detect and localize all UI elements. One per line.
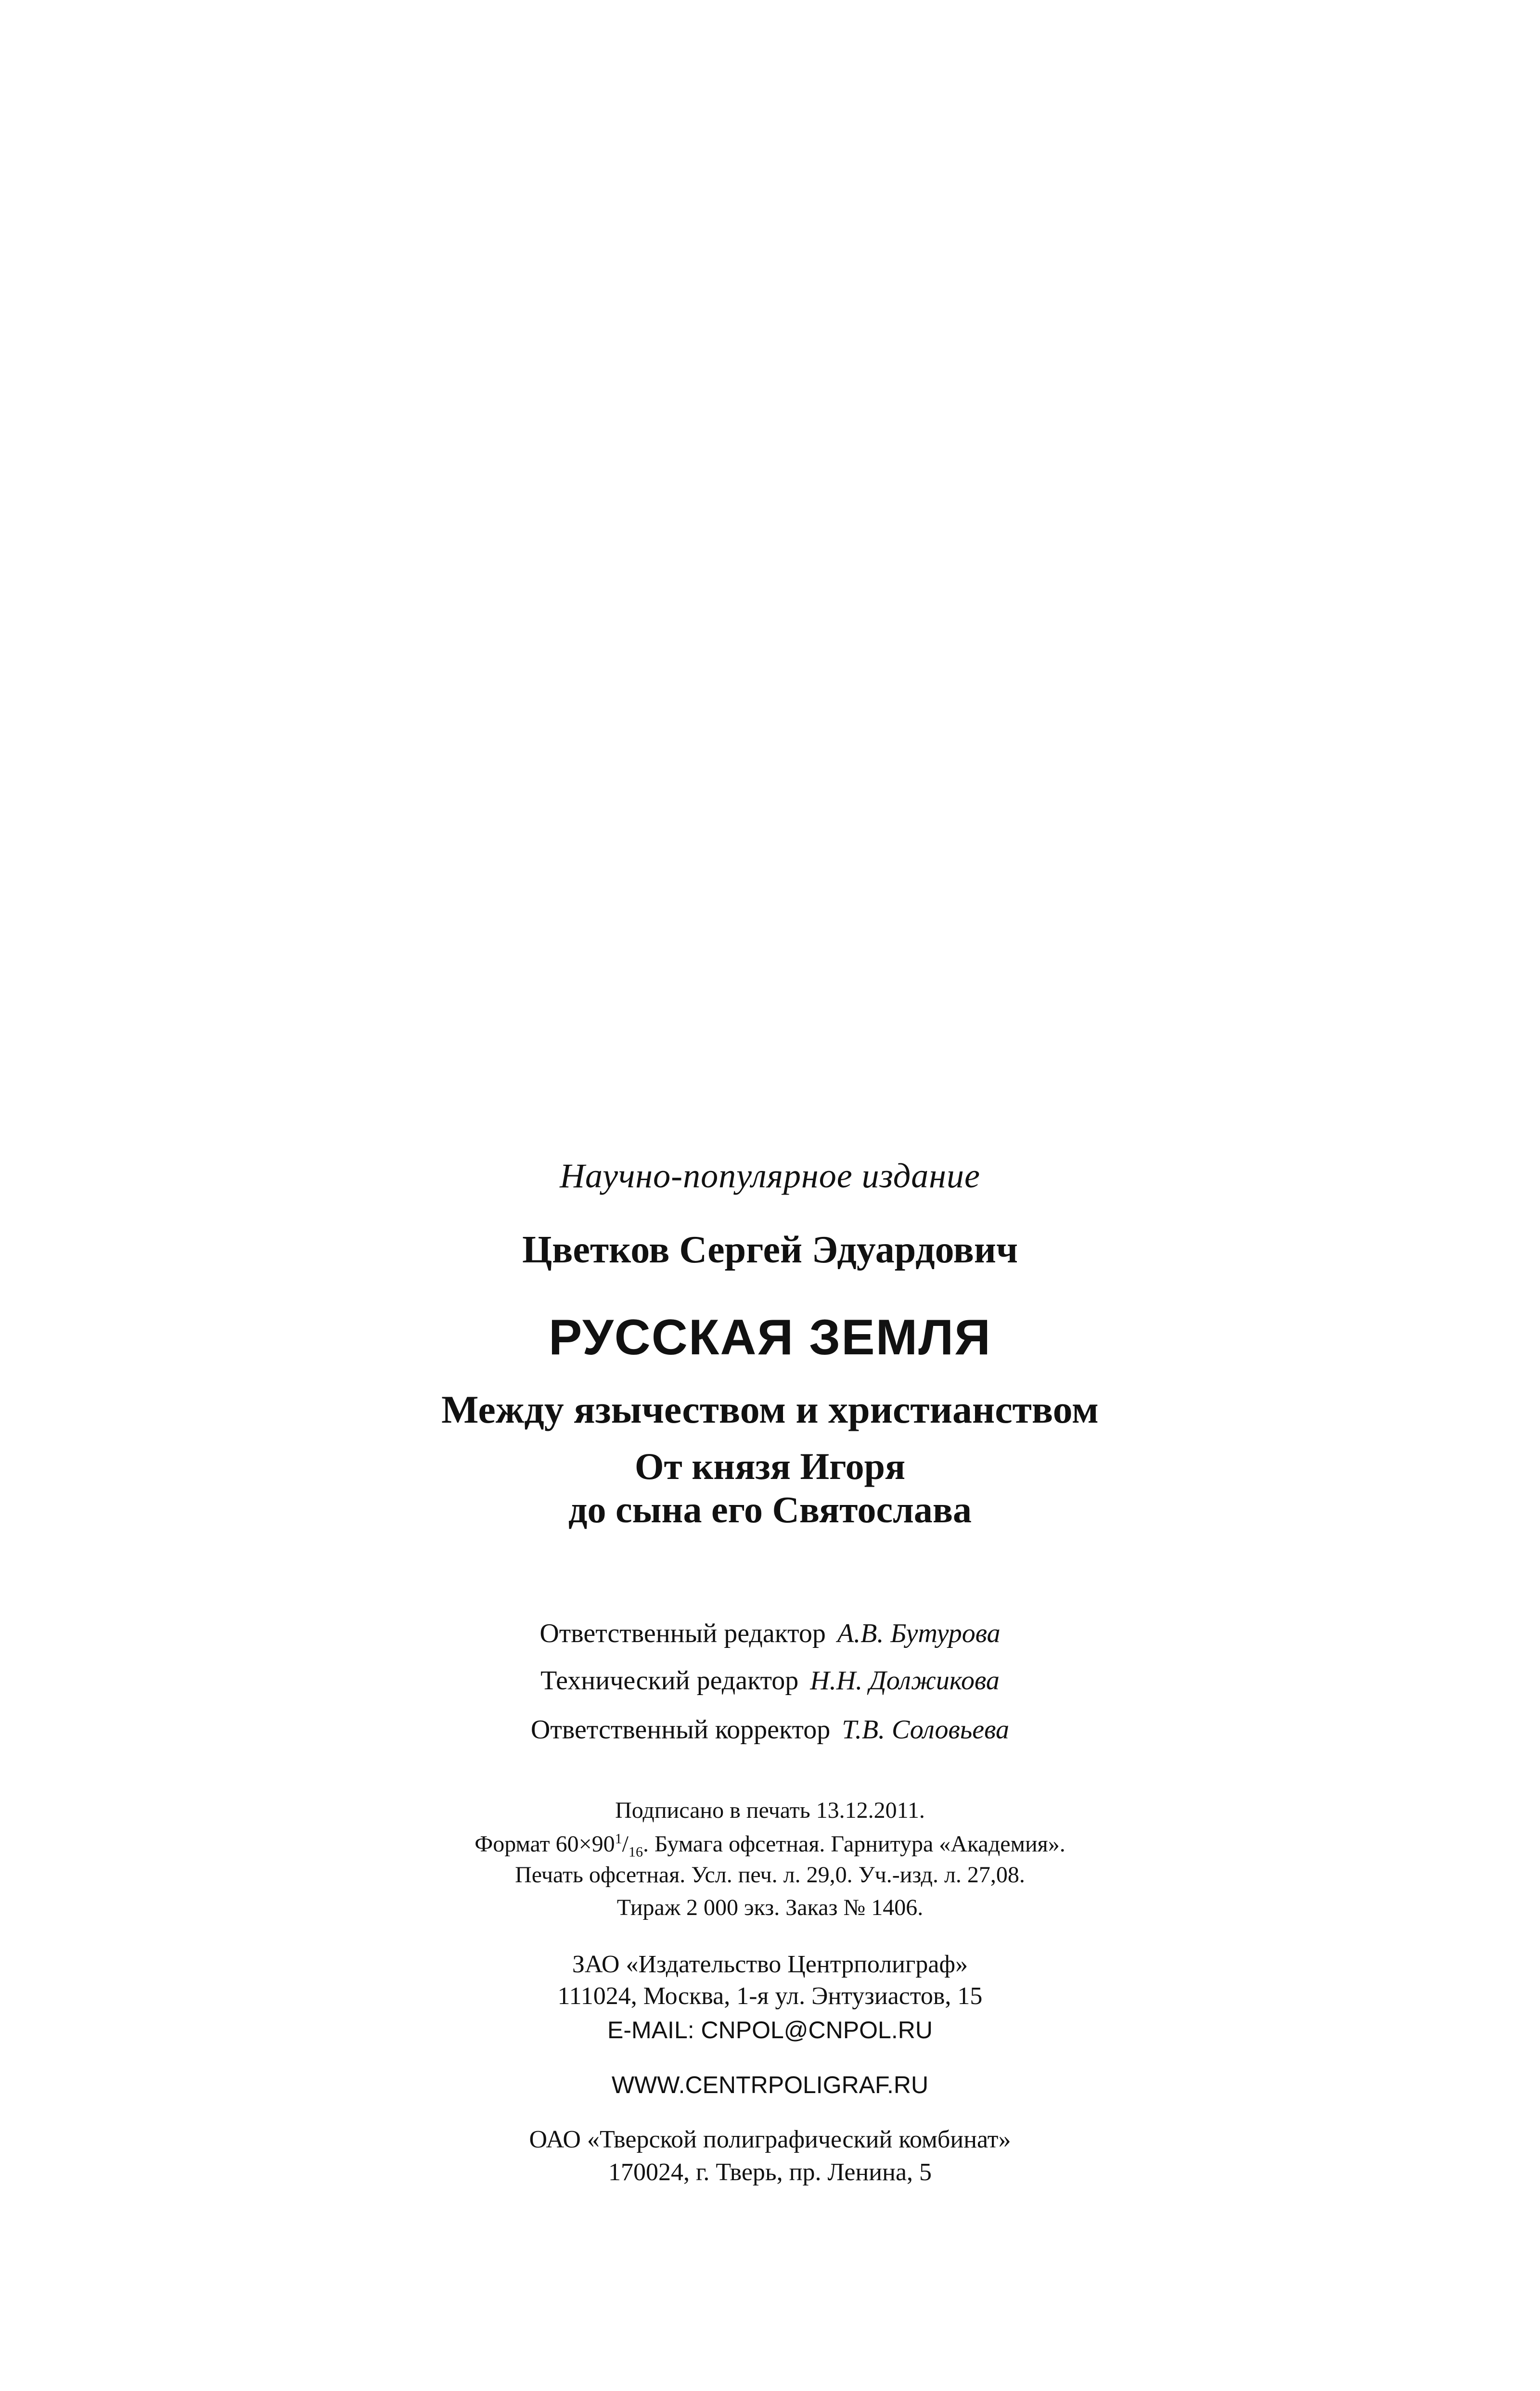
book-title: РУССКАЯ ЗЕМЛЯ (548, 1310, 991, 1365)
publisher-address: 111024, Москва, 1-я ул. Энтузиастов, 15 (557, 1982, 983, 2010)
publisher-website: WWW.CENTRPOLIGRAF.RU (611, 2071, 929, 2098)
credit-role: Ответственный редактор (539, 1619, 826, 1648)
credit-proofreader (0, 1714, 1540, 1745)
format-sup: 1 (615, 1831, 622, 1847)
credit-role: Технический редактор (540, 1666, 799, 1696)
publisher-email: E-MAIL: CNPOL@CNPOL.RU (607, 2017, 933, 2044)
edition-genre: Научно-популярное издание (560, 1157, 980, 1195)
book-subtitle-line2: От князя Игоря (634, 1445, 906, 1487)
credit-person: А.В. Бутурова (837, 1619, 1001, 1648)
printer-name: ОАО «Тверской полиграфический комбинат» (529, 2126, 1011, 2153)
credit-responsible-editor (0, 1618, 1540, 1649)
author-name: Цветков Сергей Эдуардович (522, 1229, 1018, 1271)
credit-person: Н.Н. Должикова (810, 1666, 1000, 1696)
imprint-format (0, 1831, 1540, 1860)
book-subtitle: Между язычеством и христианством (441, 1388, 1099, 1431)
imprint-signed: Подписано в печать 13.12.2011. (615, 1798, 925, 1823)
format-prefix: Формат 60×90 (475, 1831, 615, 1857)
format-sub: 16 (628, 1844, 643, 1860)
printer-address: 170024, г. Тверь, пр. Ленина, 5 (608, 2159, 932, 2186)
credit-role: Ответственный корректор (530, 1715, 831, 1745)
publisher-name: ЗАО «Издательство Центрполиграф» (572, 1951, 968, 1978)
format-slash: / (622, 1831, 629, 1857)
book-subtitle-line3: до сына его Святослава (568, 1489, 972, 1530)
credit-technical-editor (0, 1665, 1540, 1696)
format-suffix: . Бумага офсетная. Гарнитура «Академия». (642, 1831, 1065, 1857)
imprint-print: Печать офсетная. Усл. печ. л. 29,0. Уч.-изд. л. 27,08. (515, 1862, 1025, 1888)
credit-person: Т.В. Соловьева (842, 1715, 1010, 1745)
imprint-run: Тираж 2 000 экз. Заказ № 1406. (616, 1895, 924, 1920)
